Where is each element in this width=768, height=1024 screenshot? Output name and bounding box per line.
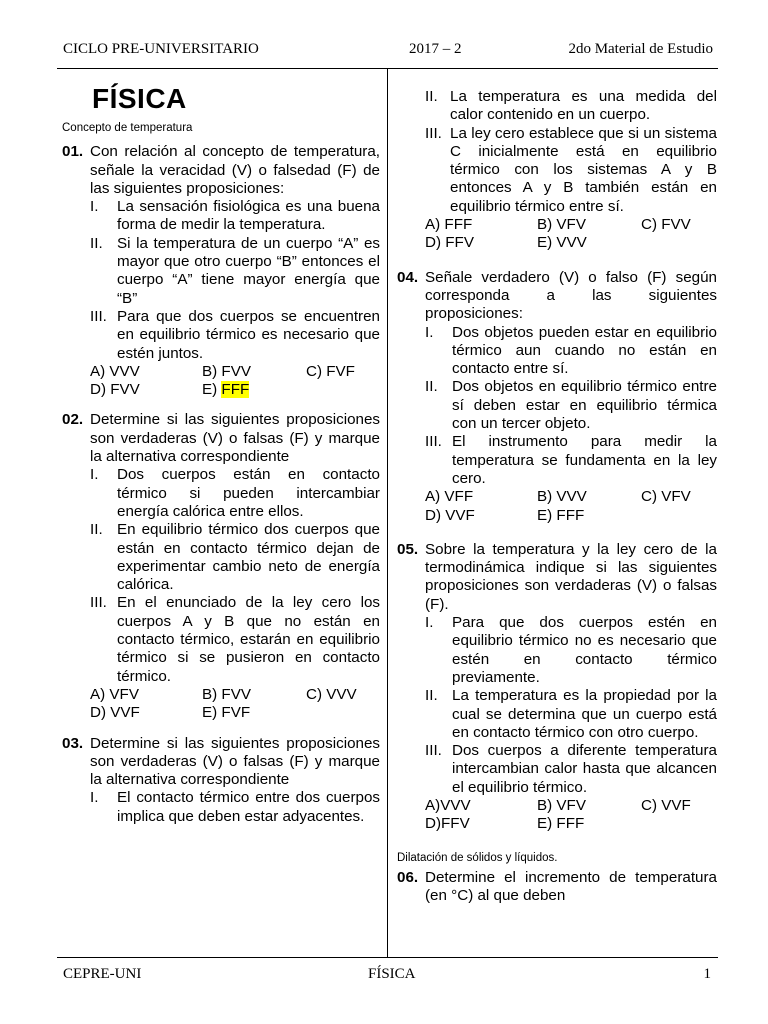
option-value: VVF [661, 796, 691, 814]
term: 2017 – 2 [409, 41, 462, 57]
option-value: VVV [326, 685, 357, 703]
question-02 [62, 411, 380, 722]
proposition-numeral: III. [90, 307, 107, 325]
option-value: VVF [445, 506, 475, 524]
proposition-text: Para que dos cuerpos se encuentren en equilibrio térmico es necesario que estén juntos. [117, 307, 380, 362]
material-label: 2do Material de Estudio [568, 41, 713, 57]
option-value: VFV [556, 216, 586, 234]
question-number: 01. [62, 143, 84, 161]
proposition-text: Dos objetos pueden estar en equilibrio térmico aun cuando no están en contacto entre sí. [452, 323, 717, 378]
question-06 [397, 869, 717, 906]
option-key: D) [425, 506, 442, 524]
question-stem: Determine si las siguientes proposiciones son verdaderas (V) o falsas (F) y marque la alternativa correspondiente [90, 411, 380, 466]
proposition-list [425, 324, 717, 489]
option-value: FVV [661, 216, 691, 234]
option-e [537, 234, 641, 252]
option-key: C) [306, 685, 323, 703]
option-key: E) [537, 234, 553, 252]
option-b [537, 488, 641, 506]
option-key: C) [306, 362, 323, 380]
option-value: VFV [109, 685, 139, 703]
proposition [90, 789, 380, 826]
proposition [90, 521, 380, 594]
option-key: C) [641, 216, 658, 234]
option-value: VVF [110, 704, 140, 722]
question-number: 03. [62, 734, 84, 752]
answer-options [90, 363, 380, 400]
proposition-numeral: I. [90, 198, 99, 216]
option-a [425, 797, 537, 815]
proposition [425, 88, 717, 125]
option-value: VVV [109, 362, 140, 380]
answer-options [90, 686, 380, 723]
proposition-numeral: II. [90, 234, 103, 252]
proposition [90, 235, 380, 308]
proposition-text: En el enunciado de la ley cero los cuerpos A y B que no están en contacto térmico, estarán en equilibrio térmico si se pusieron en contacto térmico. [117, 594, 380, 685]
proposition-numeral: II. [425, 378, 438, 396]
question-05 [397, 541, 717, 834]
proposition-numeral: III. [425, 742, 442, 760]
option-value: FVV [221, 362, 251, 380]
question-03 [62, 735, 380, 826]
section-label: Dilatación de sólidos y líquidos. [397, 851, 558, 864]
question-stem: Sobre la temperatura y la ley cero de la termodinámica indique si las siguientes proposiciones son verdaderas (V) o falsas (F). [425, 540, 717, 613]
proposition-numeral: III. [425, 124, 442, 142]
option-d [90, 381, 202, 399]
proposition-text: La ley cero establece que si un sistema C inicialmente está en equilibrio térmico con los sistemas A y B entonces A y B también están en equilibrio térmico entre sí. [450, 124, 717, 215]
option-c [641, 216, 721, 234]
option-value: FFF [444, 216, 473, 234]
option-key: D) [425, 815, 442, 833]
answer-options [425, 797, 717, 834]
option-a [425, 216, 537, 234]
option-b [537, 216, 641, 234]
answer-options [425, 488, 717, 525]
option-b [537, 797, 641, 815]
proposition [90, 198, 380, 235]
question-number: 02. [62, 411, 84, 429]
proposition-text: El contacto térmico entre dos cuerpos implica que deben estar adyacentes. [117, 789, 380, 825]
page-number: 1 [703, 966, 711, 982]
question-04 [397, 269, 717, 525]
proposition [90, 466, 380, 521]
option-key: D) [425, 234, 442, 252]
question-01 [62, 143, 380, 399]
proposition [90, 594, 380, 685]
option-value: VFF [444, 488, 474, 506]
option-key: B) [202, 685, 218, 703]
option-key: D) [90, 704, 107, 722]
proposition-list [90, 789, 380, 826]
option-value: VVV [556, 234, 587, 252]
option-value: FFV [441, 815, 470, 833]
question-number: 04. [397, 268, 419, 286]
option-key: D) [90, 381, 107, 399]
option-c [306, 363, 386, 381]
option-e [202, 381, 306, 399]
proposition [425, 433, 717, 488]
question-number: 06. [397, 868, 419, 886]
proposition-text: La sensación fisiológica es una buena forma de medir la temperatura. [117, 198, 380, 234]
proposition-numeral: III. [90, 594, 107, 612]
proposition-numeral: I. [90, 466, 99, 484]
option-key: B) [537, 796, 553, 814]
proposition [425, 614, 717, 687]
section-label: Concepto de temperatura [62, 122, 193, 135]
option-a [90, 363, 202, 381]
option-key: C) [641, 488, 658, 506]
option-b [202, 363, 306, 381]
course-name: CICLO PRE-UNIVERSITARIO [63, 41, 259, 57]
option-value: FVF [326, 362, 355, 380]
proposition-text: Dos cuerpos a diferente temperatura intercambian calor hasta que alcancen el equilibrio térmico. [452, 742, 717, 796]
option-e [537, 507, 641, 525]
option-c [641, 797, 721, 815]
proposition-text: Dos cuerpos están en contacto térmico si pueden intercambiar energía calórica entre ellos. [117, 466, 380, 520]
option-d [425, 234, 537, 252]
proposition [90, 308, 380, 363]
footer-rule [57, 957, 718, 958]
proposition-list [425, 614, 717, 797]
option-value: VVV [556, 488, 587, 506]
option-key: A) [425, 796, 441, 814]
option-key: E) [537, 506, 553, 524]
left-column [62, 84, 380, 838]
proposition-text: Si la temperatura de un cuerpo “A” es mayor que otro cuerpo “B” entonces el cuerpo “A” tiene mayor energía que “B” [117, 234, 380, 307]
proposition [425, 378, 717, 433]
proposition [425, 125, 717, 216]
option-key: A) [90, 362, 106, 380]
proposition-numeral: II. [425, 687, 438, 705]
proposition-numeral: II. [425, 88, 438, 105]
right-column [397, 88, 717, 917]
question-stem: Determine el incremento de temperatura (en °C) al que deben [425, 868, 717, 904]
proposition-text: Dos objetos en equilibrio térmico entre sí deben estar en equilibrio térmica con un tercer objeto. [452, 378, 717, 433]
option-b [202, 686, 306, 704]
option-key: A) [425, 216, 441, 234]
option-c [641, 488, 721, 506]
proposition-numeral: II. [90, 521, 103, 539]
option-a [90, 686, 202, 704]
question-stem: Señale verdadero (V) o falso (F) según corresponda a las siguientes proposiciones: [425, 268, 717, 323]
question-stem: Con relación al concepto de temperatura, señale la veracidad (V) o falsedad (F) de las siguientes proposiciones: [90, 143, 380, 197]
proposition-numeral: III. [425, 433, 442, 451]
highlighted-answer: FFF [221, 381, 250, 399]
footer-subject: FÍSICA [368, 966, 416, 982]
option-d [425, 507, 537, 525]
proposition-text: Para que dos cuerpos estén en equilibrio térmico no es necesario que estén en contacto térmico previamente. [452, 614, 717, 686]
question-number: 05. [397, 540, 419, 558]
option-value: FFF [556, 815, 585, 833]
proposition-list [90, 198, 380, 363]
option-d [425, 815, 537, 833]
institution: CEPRE-UNI [63, 966, 142, 982]
proposition-list [90, 466, 380, 686]
page-header [63, 41, 713, 63]
column-divider [387, 69, 388, 957]
proposition-text: El instrumento para medir la temperatura se fundamenta en la ley cero. [452, 433, 717, 487]
option-value: FFF [556, 506, 585, 524]
subject-title: FÍSICA [92, 83, 187, 114]
option-value: VVV [440, 796, 471, 814]
option-key: E) [202, 381, 218, 399]
question-03-continued [397, 88, 717, 253]
option-value: FFV [445, 234, 474, 252]
option-e [537, 815, 641, 833]
proposition-text: La temperatura es la propiedad por la cual se determina que un cuerpo está en contacto térmico con otro cuerpo. [452, 687, 717, 741]
proposition-text: En equilibrio térmico dos cuerpos que están en contacto térmico dejan de experimentar cambio neto de energía calórica. [117, 521, 380, 594]
proposition [425, 324, 717, 379]
option-value: VFV [556, 796, 586, 814]
option-key: A) [90, 685, 106, 703]
option-key: A) [425, 488, 441, 506]
option-e [202, 704, 306, 722]
option-key: C) [641, 796, 658, 814]
option-key: B) [537, 488, 553, 506]
option-value: FVV [110, 381, 140, 399]
proposition-list [425, 88, 717, 216]
proposition [425, 742, 717, 797]
option-d [90, 704, 202, 722]
option-key: E) [537, 815, 553, 833]
proposition-numeral: I. [425, 614, 434, 632]
option-value: FVF [221, 704, 251, 722]
option-value: VFV [661, 488, 691, 506]
proposition [425, 687, 717, 742]
option-c [306, 686, 386, 704]
question-stem: Determine si las siguientes proposiciones son verdaderas (V) o falsas (F) y marque la alternativa correspondiente [90, 734, 380, 789]
option-key: B) [537, 216, 553, 234]
option-key: E) [202, 704, 218, 722]
option-a [425, 488, 537, 506]
proposition-numeral: I. [90, 789, 99, 807]
proposition-text: La temperatura es una medida del calor contenido en un cuerpo. [450, 88, 717, 124]
proposition-numeral: I. [425, 323, 434, 341]
answer-options [425, 216, 717, 253]
option-value: FVV [221, 685, 251, 703]
option-key: B) [202, 362, 218, 380]
